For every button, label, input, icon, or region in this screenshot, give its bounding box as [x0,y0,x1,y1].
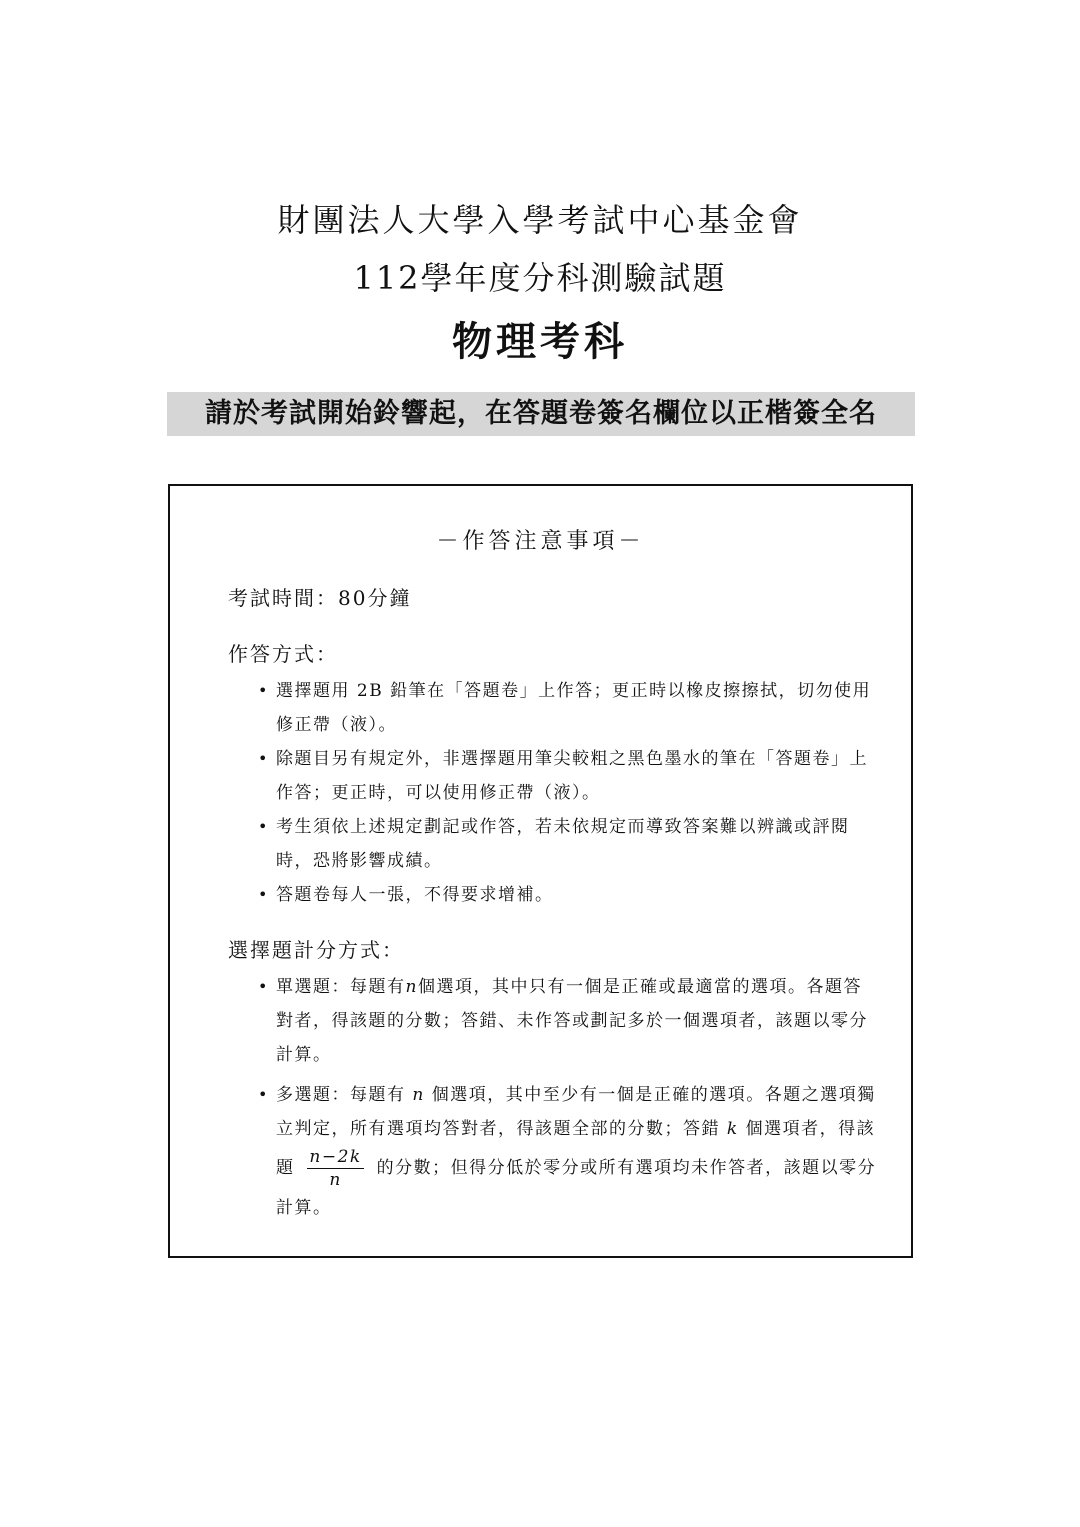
single-choice-text-start: 單選題：每題有 [276,977,406,997]
scoring-method-list [258,970,878,1231]
variable-n: n [412,1085,425,1105]
single-choice-text-end: 個選項，其中只有一個是正確或最適當的選項。各題答對者，得該題的分數；答錯、未作答或劃記多於一個選項者，該題以零分計算。 [276,977,868,1065]
notice-heading: －作答注意事項－ [436,529,645,554]
multiple-choice-text-start: 多選題：每題有 [276,1085,406,1105]
bullet-icon: • [258,885,269,904]
variable-k: k [726,1119,739,1139]
multiple-choice-text-before-fraction: 個選項者，得該題 [276,1119,876,1178]
answer-method-label: 作答方式： [228,642,338,666]
bullet-icon: • [258,681,269,700]
bullet-icon: • [258,1085,269,1104]
method-item-text: 考生須依上述規定劃記或作答，若未依規定而導致答案難以辨識或評閱時，恐將影響成績。 [276,817,850,871]
multiple-choice-text-end: 的分數；但得分低於零分或所有選項均未作答者，該題以零分計算。 [276,1158,877,1218]
organization-title: 財團法人大學入學考試中心基金會 [277,201,803,239]
notice-box [168,484,913,1258]
multiple-choice-rule [258,1078,878,1225]
method-item-text: 選擇題用 2B 鉛筆在「答題卷」上作答；更正時以橡皮擦擦拭，切勿使用修正帶（液）。 [276,681,872,735]
signature-instruction-banner: 請於考試開始鈴響起，在答題卷簽名欄位以正楷簽全名 [167,392,915,436]
list-item [258,742,878,810]
fraction-denominator: n [329,1170,342,1190]
list-item [258,878,878,912]
bullet-icon: • [258,817,269,836]
list-item [258,674,878,742]
score-fraction [307,1146,363,1191]
list-item [258,810,878,878]
exam-time: 考試時間：80分鐘 [228,586,412,610]
scoring-method-label: 選擇題計分方式： [228,938,404,962]
variable-n: n [405,977,418,997]
method-item-text: 答題卷每人一張，不得要求增補。 [276,885,554,905]
subject-title: 物理考科 [452,318,628,365]
single-choice-rule [258,970,878,1072]
exam-title: 112學年度分科測驗試題 [353,259,727,297]
bullet-icon: • [258,977,269,996]
fraction-numerator: n−2k [309,1147,362,1167]
multiple-choice-text-middle: 個選項，其中至少有一個是正確的選項。各題之選項獨立判定，所有選項均答對者，得該題全部的分數；答錯 [276,1085,876,1139]
answer-method-list [258,674,878,912]
bullet-icon: • [258,749,269,768]
method-item-text: 除題目另有規定外，非選擇題用筆尖較粗之黑色墨水的筆在「答題卷」上作答；更正時，可以使用修正帶（液）。 [276,749,868,803]
